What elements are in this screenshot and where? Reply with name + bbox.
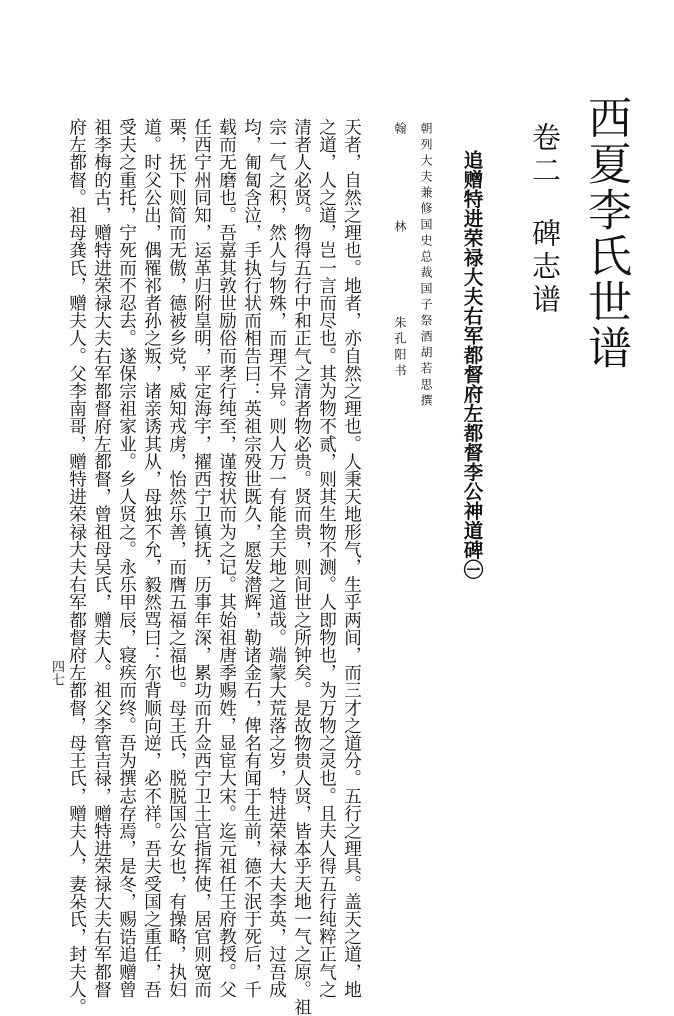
chapter-title (528, 122, 562, 317)
page-number: 四七 (49, 660, 64, 686)
body-column: 宗一气之积，然人与物殊，而理不异。则人万一有能全天地之道哉。端蒙大荒落之岁，特进荣禄大夫李英，过吾成 (266, 118, 287, 998)
body-column: 清者人必贤。物得五行中和正气之清者物必贵。贤而贵，则间世之所钟矣。是故物贵人贤，皆本乎天地一气之原。祖 (291, 118, 312, 1016)
body-column: 道。时父公出，偶罹祁者孙之叛，诸亲诱其从，母独不允，毅然骂曰：尔背顺向逆，必不祥。吾夫受国之重任，吾 (141, 118, 162, 998)
calligrapher-credit-part1: 翰 (393, 122, 407, 138)
body-column: 之道，人之道，岂一言而尽也。其为物不贰，则其生物不测。人即物也，为万物之灵也。且夫人得五行纯粹正气之 (316, 118, 337, 998)
body-column: 均，匍匐含泣，手执行状而相告曰：英祖宗殁世既久，愿发潜辉，勒诸金石，俾名有闻于生前，德不泯于死后，千 (241, 118, 262, 998)
calligrapher-credit (394, 122, 406, 380)
calligrapher-credit-part2: 林 (393, 220, 407, 236)
inscription-title: 追赠特进荣禄大夫右军都督府左都督李公神道碑㊀ (460, 150, 484, 579)
author-credit: 朝列大夫兼修国史总裁国子祭酒胡若思撰 (419, 122, 433, 410)
book-title: 西夏李氏世谱 (580, 95, 631, 371)
body-column: 栗，抚下则简而无傲，德被乡党，威知戎虏，怡然乐善，而膺五福之福也。母王氏，脱脱国公女也，有操略，执妇 (166, 118, 187, 998)
body-column: 载而无磨也。吾嘉其敦世励俗而孝行纯至，谨按状而为之记。其始祖唐季赐姓，显宦大宋。迄元祖任王府教授。父 (216, 118, 237, 998)
body-column: 受夫之重托，宁死而不忍去。遂保宗祖家业。乡人贤之。永乐甲辰，寝疾而终。吾为撰志存焉，是冬，赐诰追赠曾 (116, 118, 137, 998)
calligrapher-credit-part3: 朱孔阳书 (393, 316, 407, 380)
body-column: 府左都督。祖母龚氏，赠夫人。父李南哥，赠特进荣禄大夫右军都督府左都督，母王氏，赠夫人，妻朵氏，封夫人。 (66, 118, 87, 1016)
chapter-volume: 卷二 (528, 122, 562, 188)
body-column: 任西宁州同知，运革归附皇明，平定海宇，擢西宁卫镇抚，历事年深，累功而升佥西宁卫土官指挥使，居官则宽而 (191, 118, 212, 998)
body-column: 祖李梅的古，赠特进荣禄大夫右军都督府左都督，曾祖母吴氏，赠夫人。祖父李管吉禄，赠特进荣禄大夫右军都督 (91, 118, 112, 998)
body-column: 天者，自然之理也。地者，亦自然之理也。人秉天地形气，生乎两间，而三才之道分。五行之理具。盖天之道，地 (341, 118, 362, 998)
chapter-name: 碑志谱 (528, 218, 562, 317)
